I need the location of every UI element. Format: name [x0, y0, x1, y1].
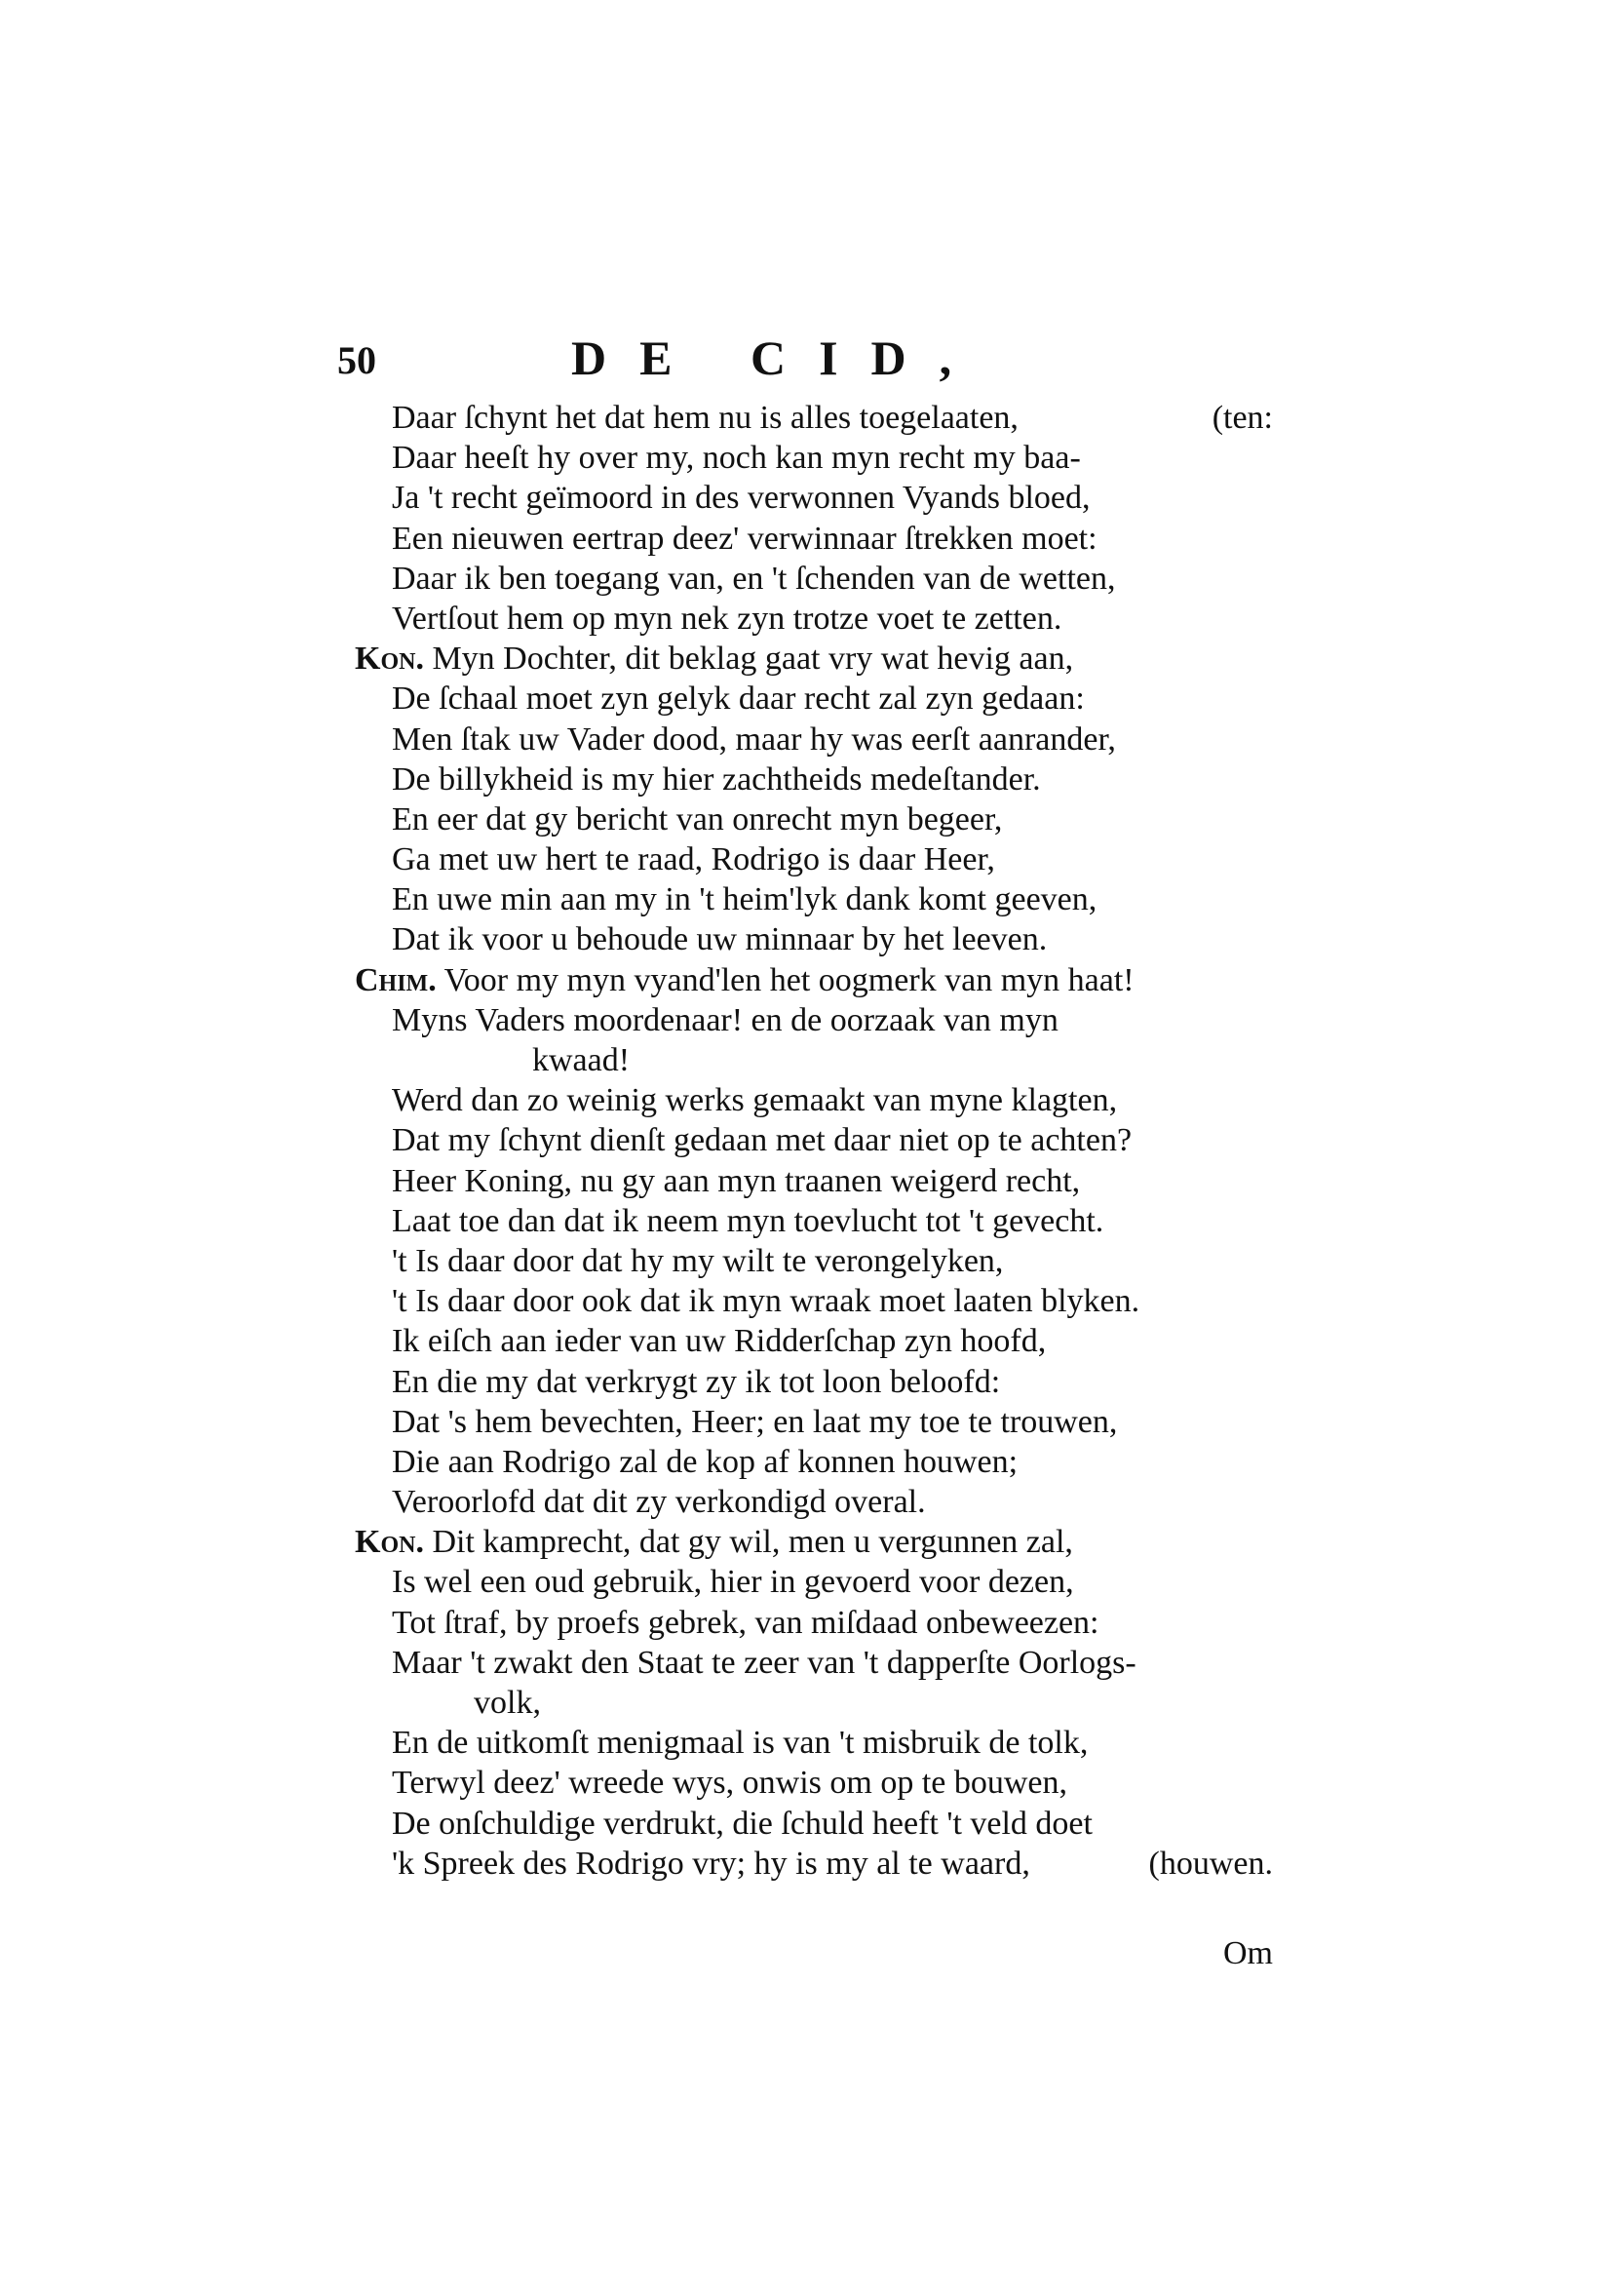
line-text	[392, 1000, 1059, 1040]
verse-line	[337, 1804, 1273, 1844]
speaker-line	[337, 639, 1273, 679]
line-text	[392, 1362, 1000, 1402]
verse-line	[337, 1603, 1273, 1643]
line-body: kwaad!	[532, 1042, 631, 1078]
line-body: De billykheid is my hier zachtheids medeſtander.	[392, 760, 1041, 798]
line-text	[392, 519, 1097, 559]
speaker-name: Kon.	[355, 1524, 424, 1561]
line-body: Dat ik voor u behoude uw minnaar by het leeven.	[392, 921, 1048, 958]
verse-line	[337, 679, 1273, 719]
line-text	[392, 1321, 1046, 1361]
line-text	[392, 1241, 1003, 1281]
line-text	[392, 1281, 1139, 1321]
verse-text-block	[337, 398, 1273, 1884]
catchword: Om	[1223, 1935, 1273, 1971]
verse-line	[337, 559, 1273, 599]
verse-line	[337, 1723, 1273, 1763]
line-text	[392, 879, 1097, 919]
line-text	[355, 639, 1073, 679]
line-text	[392, 1482, 926, 1522]
line-body: Dit kamprecht, dat gy wil, men u vergunnen zal,	[432, 1524, 1073, 1561]
line-text	[474, 1683, 541, 1723]
line-text	[392, 1844, 1030, 1884]
line-text	[392, 438, 1081, 478]
line-text	[392, 1643, 1136, 1683]
line-text	[392, 1442, 1018, 1482]
line-body: Myn Dochter, dit beklag gaat vry wat hevig aan,	[432, 641, 1074, 678]
verse-line	[337, 1643, 1273, 1683]
line-text	[392, 1120, 1132, 1160]
line-body: Veroorlofd dat dit zy verkondigd overal.	[392, 1484, 926, 1521]
line-text	[392, 759, 1041, 799]
line-text	[392, 559, 1116, 599]
line-text	[532, 1040, 630, 1080]
speaker-name: Kon.	[355, 641, 424, 678]
line-body: Die aan Rodrigo zal de kop af konnen houwen;	[392, 1443, 1019, 1480]
page-footer	[337, 1935, 1273, 1974]
verse-line	[337, 398, 1273, 438]
line-text	[392, 1562, 1074, 1602]
line-text	[392, 398, 1019, 438]
verse-line	[337, 1000, 1273, 1040]
verse-line	[337, 1281, 1273, 1321]
line-text	[392, 478, 1091, 518]
line-body: Myns Vaders moordenaar! en de oorzaak van myn	[392, 1001, 1059, 1038]
verse-line	[337, 1080, 1273, 1120]
verse-line	[337, 1201, 1273, 1241]
line-text	[392, 1402, 1117, 1442]
page-header	[337, 330, 1273, 398]
line-text	[355, 1522, 1073, 1562]
line-body: Voor my myn vyand'len het oogmerk van myn haat!	[443, 961, 1135, 998]
line-body: En uwe min aan my in 't heim'lyk dank komt geeven,	[392, 881, 1097, 918]
line-body: En de uitkomſt menigmaal is van 't misbruik de tolk,	[392, 1725, 1089, 1762]
line-body: Werd dan zo weinig werks gemaakt van myne klagten,	[392, 1082, 1118, 1119]
line-text	[392, 1080, 1117, 1120]
verse-line	[337, 1241, 1273, 1281]
verse-line	[337, 1321, 1273, 1361]
line-body: Men ſtak uw Vader dood, maar hy was eerſt aanrander,	[392, 720, 1116, 758]
line-text	[392, 1201, 1103, 1241]
speaker-line	[337, 1522, 1273, 1562]
verse-line	[337, 1482, 1273, 1522]
line-body: Ga met uw hert te raad, Rodrigo is daar Heer,	[392, 841, 995, 878]
line-text	[392, 799, 1002, 839]
verse-line	[337, 799, 1273, 839]
verse-line	[337, 1683, 1273, 1723]
line-body: 't Is daar door ook dat ik myn wraak moet laaten blyken.	[392, 1283, 1140, 1320]
turned-over-line-end: (houwen.	[1148, 1845, 1273, 1882]
line-body: Is wel een oud gebruik, hier in gevoerd voor dezen,	[392, 1564, 1074, 1601]
line-body: 'k Spreek des Rodrigo vry; hy is my al te waard,	[392, 1845, 1030, 1882]
line-body: Daar heeſt hy over my, noch kan myn recht my baa-	[392, 440, 1081, 477]
line-body: Tot ſtraf, by proefs gebrek, van miſdaad onbeweezen:	[392, 1604, 1099, 1641]
line-body: En die my dat verkrygt zy ik tot loon beloofd:	[392, 1363, 1001, 1400]
line-body: Terwyl deez' wreede wys, onwis om op te bouwen,	[392, 1765, 1067, 1802]
line-body: De ſchaal moet zyn gelyk daar recht zal zyn gedaan:	[392, 681, 1085, 718]
line-body: Daar ſchynt het dat hem nu is alles toegelaaten,	[392, 400, 1019, 436]
line-body: Vertſout hem op myn nek zyn trotze voet te zetten.	[392, 600, 1062, 637]
verse-line	[337, 1362, 1273, 1402]
verse-line	[337, 599, 1273, 639]
verse-line	[337, 478, 1273, 518]
line-text	[392, 919, 1047, 959]
line-text	[392, 1723, 1088, 1763]
verse-line	[337, 879, 1273, 919]
verse-line	[337, 1161, 1273, 1201]
line-body: volk,	[474, 1685, 541, 1721]
verse-line	[337, 1040, 1273, 1080]
verse-line	[337, 1442, 1273, 1482]
running-title: DE CID,	[571, 331, 985, 385]
verse-line	[337, 1763, 1273, 1803]
page-number: 50	[337, 338, 376, 382]
verse-line	[337, 839, 1273, 879]
line-text	[392, 1603, 1099, 1643]
line-body: Ik eiſch aan ieder van uw Ridderſchap zyn hoofd,	[392, 1323, 1047, 1360]
line-text	[392, 1804, 1093, 1844]
line-text	[355, 960, 1135, 1000]
verse-line	[337, 919, 1273, 959]
line-body: 't Is daar door dat hy my wilt te verongelyken,	[392, 1242, 1004, 1279]
line-text	[392, 1763, 1067, 1803]
line-body: En eer dat gy bericht van onrecht myn begeer,	[392, 800, 1003, 837]
line-text	[392, 720, 1116, 759]
line-body: Dat 's hem bevechten, Heer; en laat my toe te trouwen,	[392, 1403, 1118, 1440]
verse-line	[337, 720, 1273, 759]
line-text	[392, 839, 995, 879]
line-text	[392, 599, 1061, 639]
verse-line	[337, 1844, 1273, 1884]
line-text	[392, 1161, 1080, 1201]
line-body: Een nieuwen eertrap deez' verwinnaar ſtrekken moet:	[392, 520, 1097, 557]
line-body: Heer Koning, nu gy aan myn traanen weigerd recht,	[392, 1162, 1081, 1199]
line-body: De onſchuldige verdrukt, die ſchuld heeft 't veld doet	[392, 1805, 1093, 1842]
speaker-name: Chim.	[355, 961, 437, 998]
verse-line	[337, 519, 1273, 559]
verse-line	[337, 1120, 1273, 1160]
verse-line	[337, 1562, 1273, 1602]
line-body: Ja 't recht geïmoord in des verwonnen Vyands bloed,	[392, 480, 1091, 517]
verse-line	[337, 759, 1273, 799]
line-body: Maar 't zwakt den Staat te zeer van 't dapperſte Oorlogs-	[392, 1644, 1136, 1681]
line-body: Daar ik ben toegang van, en 't ſchenden van de wetten,	[392, 560, 1116, 597]
line-body: Dat my ſchynt dienſt gedaan met daar niet op te achten?	[392, 1122, 1133, 1159]
line-text	[392, 679, 1085, 719]
turned-over-line-end: (ten:	[1212, 400, 1273, 436]
verse-line	[337, 1402, 1273, 1442]
line-body: Laat toe dan dat ik neem myn toevlucht tot 't gevecht.	[392, 1202, 1104, 1239]
verse-line	[337, 438, 1273, 478]
speaker-line	[337, 960, 1273, 1000]
